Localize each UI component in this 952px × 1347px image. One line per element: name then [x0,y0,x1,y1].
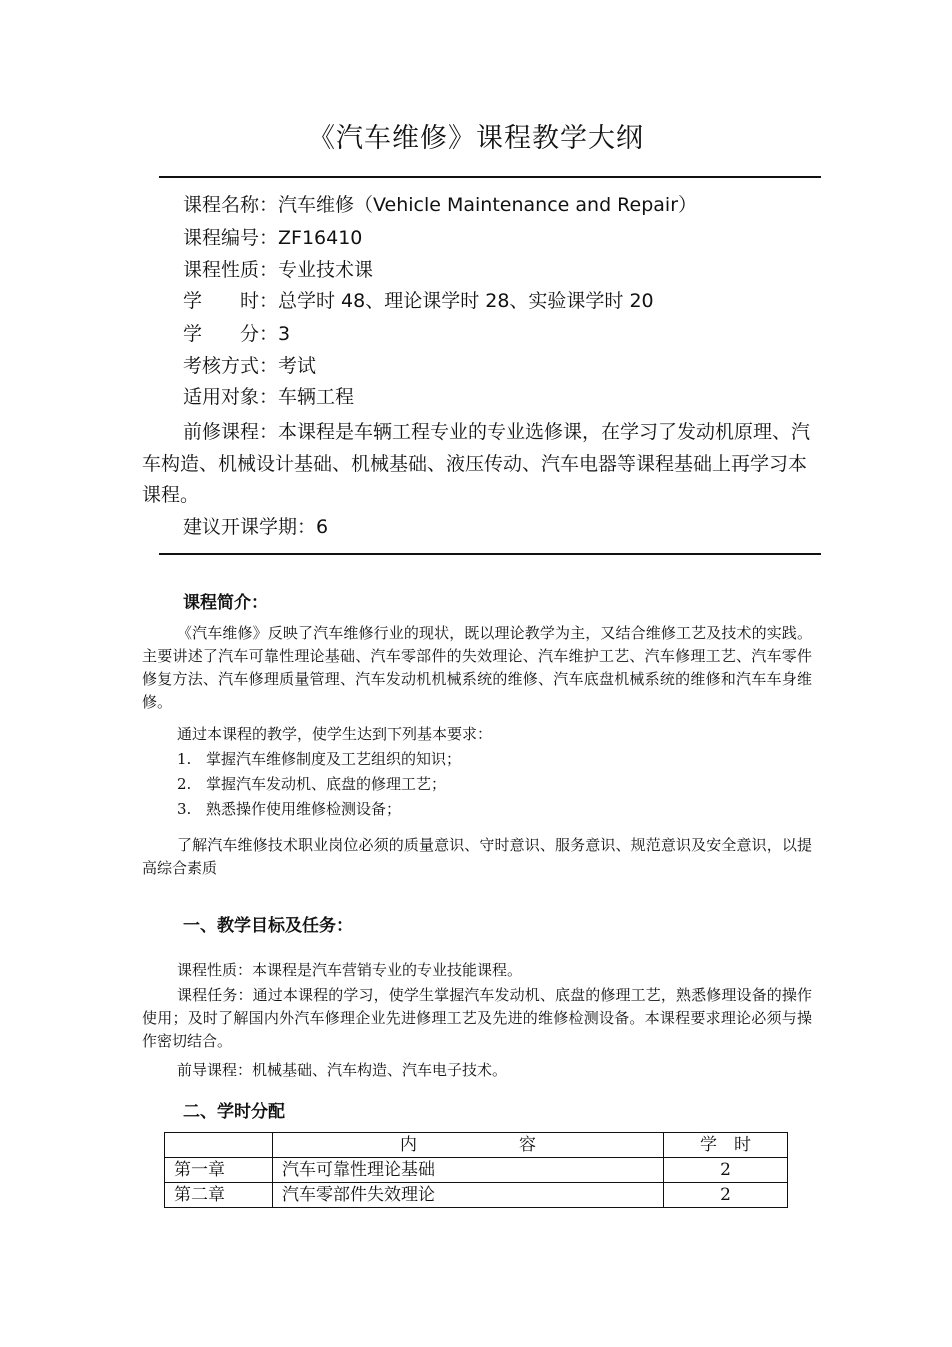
prerequisite-line-3: 课程。 [142,484,200,506]
quality-awareness-paragraph: 了解汽车维修技术职业岗位必须的质量意识、守时意识、服务意识、规范意识及安全意识，以提高综合素质 [142,836,812,877]
page-title: 《汽车维修》课程教学大纲 [308,123,644,154]
prerequisite-line-1: 前修课程：本课程是车辆工程专业的专业选修课，在学习了发动机原理、汽 [183,421,811,443]
section1-course-task: 课程任务：通过本课程的学习，使学生掌握汽车发动机、底盘的修理工艺，熟悉修理设备的操作使用；及时了解国内外汽车修理企业先进修理工艺及先进的维修检测设备。本课程要求理论必须与操作密切结合。 [142,986,812,1050]
hours-allocation-table [164,1132,788,1208]
requirement-2-text: 掌握汽车发动机、底盘的修理工艺； [206,775,447,793]
table-cell-chapter: 第二章 [165,1183,273,1208]
requirement-2-number: 2. [177,775,192,793]
table-cell-hours: 2 [664,1158,788,1183]
course-nature: 课程性质：专业技术课 [183,259,374,281]
requirement-1-text: 掌握汽车维修制度及工艺组织的知识； [206,750,462,768]
table-row [165,1183,788,1208]
section1-heading: 一、教学目标及任务： [183,916,353,936]
intro-paragraph: 《汽车维修》反映了汽车维修行业的现状，既以理论教学为主，又结合维修工艺及技术的实践。主要讲述了汽车可靠性理论基础、汽车零部件的失效理论、汽车维护工艺、汽车修理工艺、汽车零件修复方法、汽车修理质量管理、汽车发动机机械系统的维修、汽车底盘机械系统的维修和汽车车身维修。 [142,624,812,711]
section1-course-nature: 课程性质：本课程是汽车营销专业的专业技能课程。 [177,961,523,979]
target-audience: 适用对象：车辆工程 [183,386,355,408]
table-cell-content: 汽车零部件失效理论 [273,1183,664,1208]
table-cell-hours: 2 [664,1183,788,1208]
bottom-rule [159,553,821,555]
table-row [165,1158,788,1183]
section1-prerequisites: 前导课程：机械基础、汽车构造、汽车电子技术。 [177,1061,508,1079]
table-header-row [165,1133,788,1158]
table-header-hours: 学 时 [664,1133,788,1158]
course-code: 课程编号：ZF16410 [183,227,363,249]
suggested-semester: 建议开课学期：6 [183,516,329,538]
course-hours: 学 时：总学时 48、理论课学时 28、实验课学时 20 [183,290,654,312]
table-cell-content: 汽车可靠性理论基础 [273,1158,664,1183]
requirement-1-number: 1. [177,750,192,768]
table-cell-chapter: 第一章 [165,1158,273,1183]
table-header-chapter [165,1133,273,1158]
requirement-3-number: 3. [177,800,192,818]
requirements-intro: 通过本课程的教学，使学生达到下列基本要求： [177,725,493,743]
intro-heading: 课程简介： [183,593,268,613]
prerequisite-line-2: 车构造、机械设计基础、机械基础、液压传动、汽车电器等课程基础上再学习本 [142,453,808,475]
assessment-method: 考核方式：考试 [183,355,317,377]
top-rule [159,176,821,178]
course-credits: 学 分：3 [183,323,291,345]
course-name: 课程名称：汽车维修（Vehicle Maintenance and Repair） [183,194,698,216]
requirement-3-text: 熟悉操作使用维修检测设备； [206,800,402,818]
section2-heading: 二、学时分配 [183,1102,285,1122]
table-header-content: 内 容 [273,1133,664,1158]
